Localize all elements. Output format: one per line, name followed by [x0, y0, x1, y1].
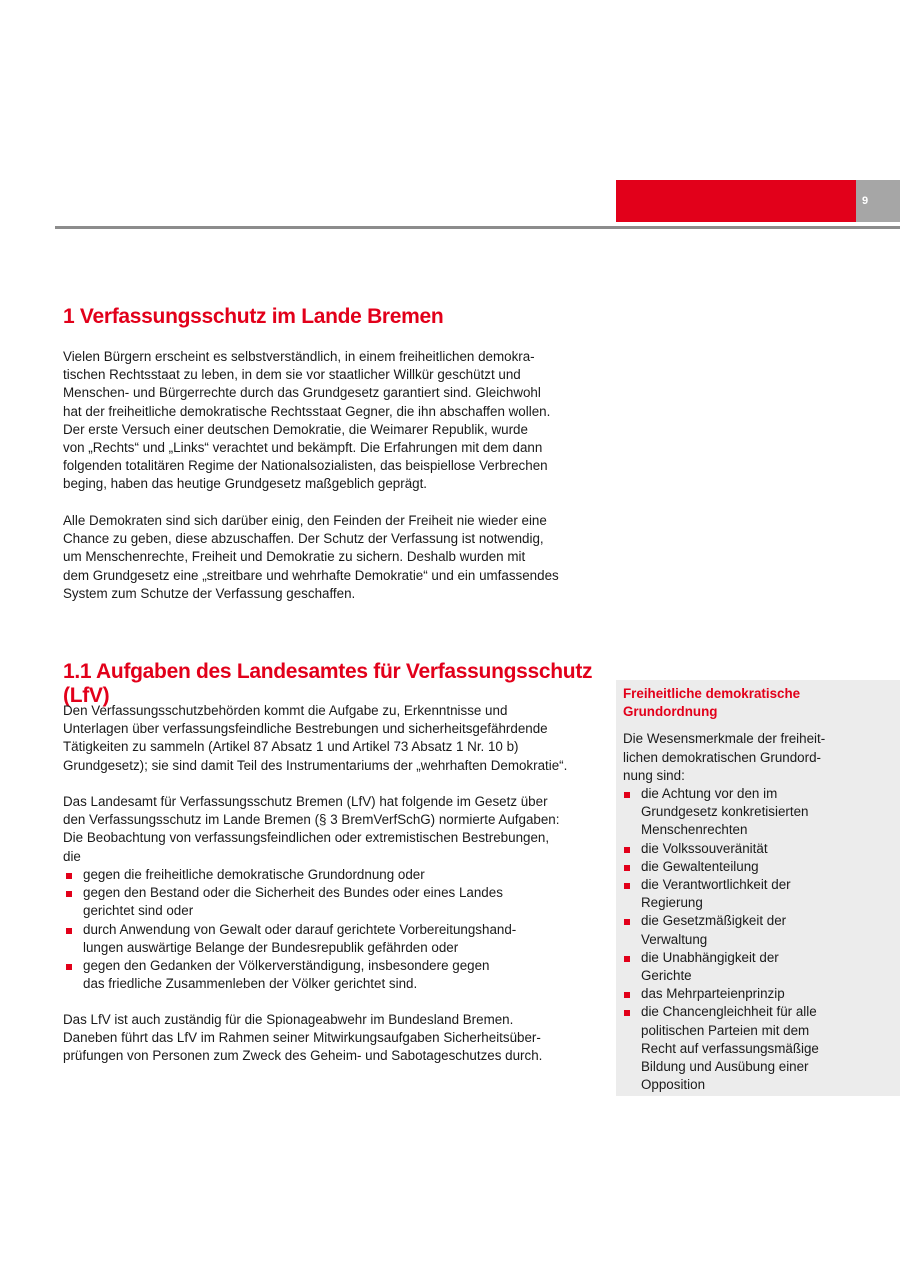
- tasks-list-item: gegen den Bestand oder die Sicherheit des Bundes oder eines Landes gerichtet sind oder: [63, 884, 608, 920]
- section-1-paragraph-2: Alle Demokraten sind sich darüber einig, den Feinden der Freiheit nie wieder eine Chance zu geben, diese abzuschaffen. Der Schutz der Verfassung ist notwendig, um Menschenrechte, Freiheit und Demokratie zu sichern. Deshalb wurden mit dem Grundgesetz eine „streitbare und wehrhafte Demokratie“ und ein umfassendes System zum Schutze der Verfassung geschaffen.: [63, 513, 559, 601]
- tasks-list-item: gegen den Gedanken der Völkerverständigung, insbesondere gegen das friedliche Zusammenleben der Völker gerichtet sind.: [63, 957, 608, 993]
- sidebar-list-item: die Chancengleichheit für alle politischen Parteien mit dem Recht auf verfassungsmäßige Bildung und Ausübung einer Opposition: [623, 1003, 892, 1094]
- sidebar-list-item: die Achtung vor den im Grundgesetz konkretisierten Menschenrechten: [623, 785, 892, 840]
- sidebar-list: [623, 785, 892, 1094]
- sidebar-title: Freiheitliche demokratische Grundordnung: [623, 686, 801, 720]
- sidebar-list-item: die Verantwortlichkeit der Regierung: [623, 876, 892, 912]
- fdgo-sidebar-box: [616, 680, 900, 1096]
- tasks-list-item: durch Anwendung von Gewalt oder darauf gerichtete Vorbereitungshand- lungen auswärtige Belange der Bundesrepublik gefährden oder: [63, 921, 608, 957]
- sidebar-list-item: das Mehrparteienprinzip: [623, 985, 892, 1003]
- tasks-list-item: gegen die freiheitliche demokratische Grundordnung oder: [63, 866, 608, 884]
- header-red-band: [616, 180, 856, 222]
- header-divider: [55, 226, 900, 229]
- section-1-paragraph-1: Vielen Bürgern erscheint es selbstverständlich, in einem freiheitlichen demokra- tischen Rechtsstaat zu leben, in dem sie vor staatlicher Willkür geschützt und Menschen- und Bürgerrechte durch das Grundgesetz garantiert sind. Gleichwohl hat der freiheitliche demokratische Rechtsstaat Gegner, die ihn abschaffen wollen. Der erste Versuch einer deutschen Demokratie, die Weimarer Republik, wurde von „Rechts“ und „Links“ verachtet und bekämpft. Die Erfahrungen mit dem dann folgenden totalitären Regime der Nationalsozialisten, das beispiellose Verbrechen beging, haben das heutige Grundgesetz maßgeblich geprägt.: [63, 349, 551, 492]
- page-number: [856, 180, 900, 222]
- sidebar-list-item: die Volkssouveränität: [623, 840, 892, 858]
- tasks-list: [63, 866, 608, 993]
- section-2-paragraph-2: Das Landesamt für Verfassungsschutz Bremen (LfV) hat folgende im Gesetz über den Verfassungsschutz im Lande Bremen (§ 3 BremVerfSchG) normierte Aufgaben: Die Beobachtung von verfassungsfeindlichen oder extremistischen Bestrebungen, die: [63, 794, 560, 864]
- section-2-paragraph-3: Das LfV ist auch zuständig für die Spionageabwehr im Bundesland Bremen. Daneben führt das LfV im Rahmen seiner Mitwirkungsaufgaben Sicherheitsüber- prüfungen von Personen zum Zweck des Geheim- und Sabotageschutzes durch.: [63, 1012, 543, 1064]
- sidebar-list-item: die Gewaltenteilung: [623, 858, 892, 876]
- section-1-heading: 1 Verfassungsschutz im Lande Bremen: [63, 305, 444, 328]
- section-2-heading: 1.1 Aufgaben des Landesamtes für Verfassungsschutz (LfV): [63, 660, 593, 707]
- section-2-paragraph-1: Den Verfassungsschutzbehörden kommt die Aufgabe zu, Erkenntnisse und Unterlagen über verfassungsfeindliche Bestrebungen und sicherheitsgefährdende Tätigkeiten zu sammeln (Artikel 87 Absatz 1 und Artikel 73 Absatz 1 Nr. 10 b) Grundgesetz); sie sind damit Teil des Instrumentariums der „wehrhaften Demokratie“.: [63, 703, 568, 773]
- sidebar-list-item: die Unabhängigkeit der Gerichte: [623, 949, 892, 985]
- sidebar-intro: Die Wesensmerkmale der freiheit- lichen demokratischen Grundord- nung sind:: [623, 731, 826, 783]
- sidebar-list-item: die Gesetzmäßigkeit der Verwaltung: [623, 912, 892, 948]
- page-number-text: 9: [862, 195, 869, 207]
